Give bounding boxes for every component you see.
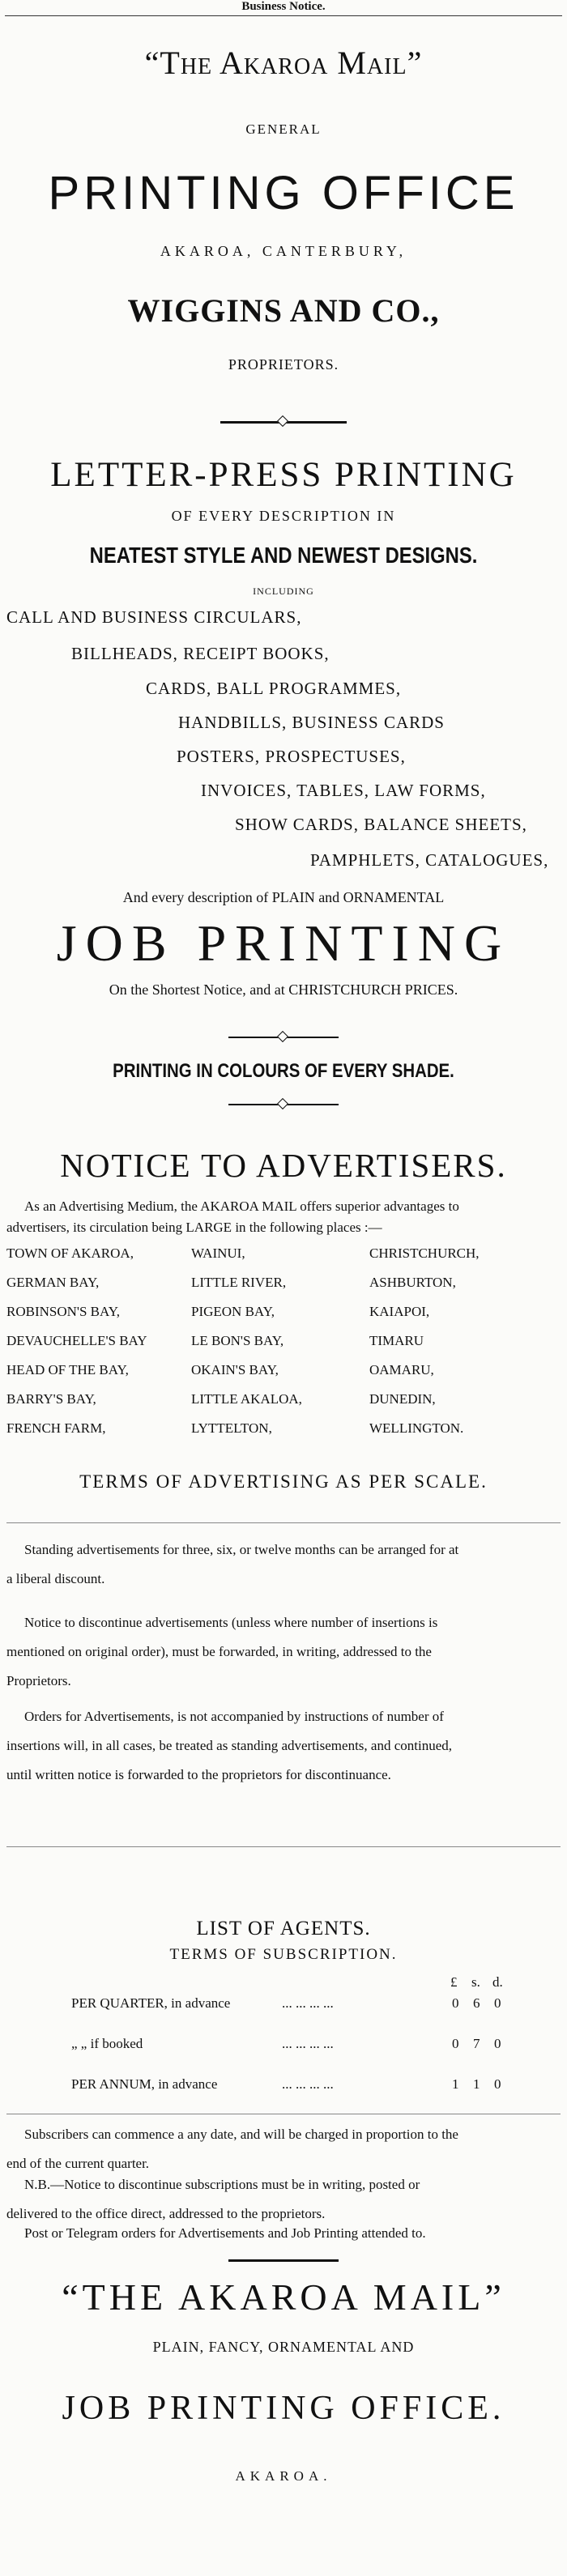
place-cell: BARRY'S BAY, [6, 1391, 96, 1407]
place-cell: ASHBURTON, [369, 1275, 456, 1290]
place-cell: GERMAN BAY, [6, 1275, 100, 1290]
list-item: INVOICES, TABLES, LAW FORMS, [201, 781, 486, 800]
value-pence: 0 [494, 2076, 501, 2092]
divider-ornament [277, 1031, 288, 1042]
divider-ornament [277, 1098, 288, 1109]
paragraph-line: Standing advertisements for three, six, or twelve months can be arranged for at [24, 1542, 459, 1557]
table-row [6, 1245, 561, 1275]
list-item: POSTERS, PROSPECTUSES, [177, 747, 406, 766]
place-cell: TIMARU [369, 1333, 424, 1348]
paragraph-line: Post or Telegram orders for Advertisements and Job Printing attended to. [24, 2225, 426, 2241]
paragraph-line: insertions will, in all cases, be treated as standing advertisements, and continued, [6, 1738, 452, 1753]
footer-plain-fancy: PLAIN, FANCY, ORNAMENTAL AND [152, 2339, 415, 2355]
value-shillings: 7 [473, 2036, 480, 2051]
list-item: CARDS, BALL PROGRAMMES, [146, 679, 402, 698]
place-cell: FRENCH FARM, [6, 1420, 106, 1436]
value-pounds: 0 [452, 2036, 459, 2051]
table-row [6, 1304, 561, 1333]
list-item: SHOW CARDS, BALANCE SHEETS, [235, 815, 527, 834]
value-pounds: 1 [452, 2076, 459, 2092]
place-cell: WELLINGTON. [369, 1420, 464, 1436]
footer-place: AKAROA. [235, 2468, 332, 2484]
place-cell: KAIAPOI, [369, 1304, 430, 1319]
divider-rule [228, 2259, 339, 2262]
table-row [6, 1420, 561, 1450]
place-cell: WAINUI, [191, 1245, 245, 1261]
place-cell: ROBINSON'S BAY, [6, 1304, 121, 1319]
value-shillings: 6 [473, 1995, 480, 2011]
dots: ... ... ... ... [282, 2036, 334, 2051]
paragraph-line: until written notice is forwarded to the proprietors for discontinuance. [6, 1767, 391, 1782]
subscription-label: PER QUARTER, in advance [71, 1995, 231, 2011]
terms-subscription: TERMS OF SUBSCRIPTION. [169, 1946, 398, 1963]
place-cell: LITTLE RIVER, [191, 1275, 287, 1290]
section-divider [6, 1522, 561, 1523]
header-rule [5, 15, 562, 18]
divider-ornament [277, 415, 288, 427]
section-label: Business Notice. [241, 0, 326, 13]
notice-paragraph [6, 1705, 561, 1786]
subscription-paragraph [6, 2174, 561, 2225]
place-cell: DUNEDIN, [369, 1391, 436, 1407]
notice-intro: advertisers, its circulation being LARGE in the following places :— [6, 1220, 382, 1235]
subscription-paragraph [6, 2222, 561, 2245]
masthead-proprietors: PROPRIETORS. [228, 356, 339, 373]
place-cell: PIGEON BAY, [191, 1304, 275, 1319]
place-cell: DEVAUCHELLE'S BAY [6, 1333, 147, 1348]
currency-header: £ [450, 1974, 458, 1990]
subscription-paragraph [6, 2123, 561, 2175]
table-row [6, 1275, 561, 1304]
place-cell: LITTLE AKALOA, [191, 1391, 302, 1407]
every-plain: And every description of PLAIN and ORNAMENTAL [122, 889, 445, 905]
place-cell: TOWN OF AKAROA, [6, 1245, 134, 1261]
notice-paragraph [6, 1612, 561, 1692]
masthead-location: AKAROA, CANTERBURY, [160, 243, 407, 259]
terms-advertising: TERMS OF ADVERTISING AS PER SCALE. [79, 1471, 488, 1492]
paragraph-line: Notice to discontinue advertisements (unless where number of insertions is [24, 1615, 438, 1630]
including-label: INCLUDING [253, 585, 314, 597]
paragraph-line: end of the current quarter. [6, 2156, 150, 2171]
currency-header: s. [471, 1974, 480, 1990]
place-cell: CHRISTCHURCH, [369, 1245, 480, 1261]
notice-intro: As an Advertising Medium, the AKAROA MAIL offers superior advantages to [24, 1199, 459, 1214]
table-row [6, 1333, 561, 1362]
shortest-notice: On the Shortest Notice, and at CHRISTCHURCH PRICES. [109, 981, 458, 998]
table-row [6, 1391, 561, 1420]
place-cell: HEAD OF THE BAY, [6, 1362, 129, 1377]
value-pence: 0 [494, 2036, 501, 2051]
place-cell: LYTTELTON, [191, 1420, 272, 1436]
value-shillings: 1 [473, 2076, 480, 2092]
masthead-general: GENERAL [245, 121, 322, 137]
list-of-agents: LIST OF AGENTS. [196, 1918, 371, 1939]
neatest-style: NEATEST STYLE AND NEWEST DESIGNS. [89, 543, 478, 568]
footer-job-office: JOB PRINTING OFFICE. [62, 2390, 505, 2427]
place-cell: OKAIN'S BAY, [191, 1362, 279, 1377]
paragraph-line: mentioned on original order), must be forwarded, in writing, addressed to the [6, 1644, 432, 1659]
section-divider [6, 1846, 561, 1847]
table-row [6, 1362, 561, 1391]
notice-title: NOTICE TO ADVERTISERS. [60, 1147, 507, 1184]
subscription-label: „ „ if booked [71, 2036, 143, 2051]
place-cell: OAMARU, [369, 1362, 434, 1377]
masthead-company: WIGGINS AND CO., [127, 292, 440, 329]
places-table [6, 1245, 561, 1450]
job-printing-title: JOB PRINTING [56, 914, 511, 972]
colours-line: PRINTING IN COLOURS OF EVERY SHADE. [113, 1060, 454, 1082]
paragraph-line: delivered to the office direct, addressed to the proprietors. [6, 2206, 326, 2221]
paragraph-line: Proprietors. [6, 1673, 71, 1688]
subscription-label: PER ANNUM, in advance [71, 2076, 218, 2092]
every-description: OF EVERY DESCRIPTION IN [171, 508, 396, 524]
paragraph-line: a liberal discount. [6, 1571, 105, 1586]
footer-title: “THE AKAROA MAIL” [62, 2276, 505, 2318]
dots: ... ... ... ... [282, 1995, 334, 2011]
paragraph-line: Subscribers can commence a any date, and will be charged in proportion to the [24, 2127, 458, 2142]
place-cell: LE BON'S BAY, [191, 1333, 284, 1348]
list-item: HANDBILLS, BUSINESS CARDS [178, 713, 445, 732]
letterpress-title: LETTER-PRESS PRINTING [50, 456, 517, 494]
list-item: PAMPHLETS, CATALOGUES, [310, 850, 549, 870]
value-pence: 0 [494, 1995, 501, 2011]
list-item: CALL AND BUSINESS CIRCULARS, [6, 607, 302, 627]
list-item: BILLHEADS, RECEIPT BOOKS, [71, 644, 330, 663]
paragraph-line: N.B.—Notice to discontinue subscriptions must be in writing, posted or [24, 2177, 420, 2192]
dots: ... ... ... ... [282, 2076, 334, 2092]
currency-header: d. [492, 1974, 503, 1990]
masthead-printing-office: PRINTING OFFICE [48, 167, 519, 219]
masthead-title: “The Akaroa Mail” [144, 45, 423, 81]
paragraph-line: Orders for Advertisements, is not accompanied by instructions of number of [24, 1709, 444, 1724]
notice-paragraph [6, 1539, 561, 1590]
value-pounds: 0 [452, 1995, 459, 2011]
